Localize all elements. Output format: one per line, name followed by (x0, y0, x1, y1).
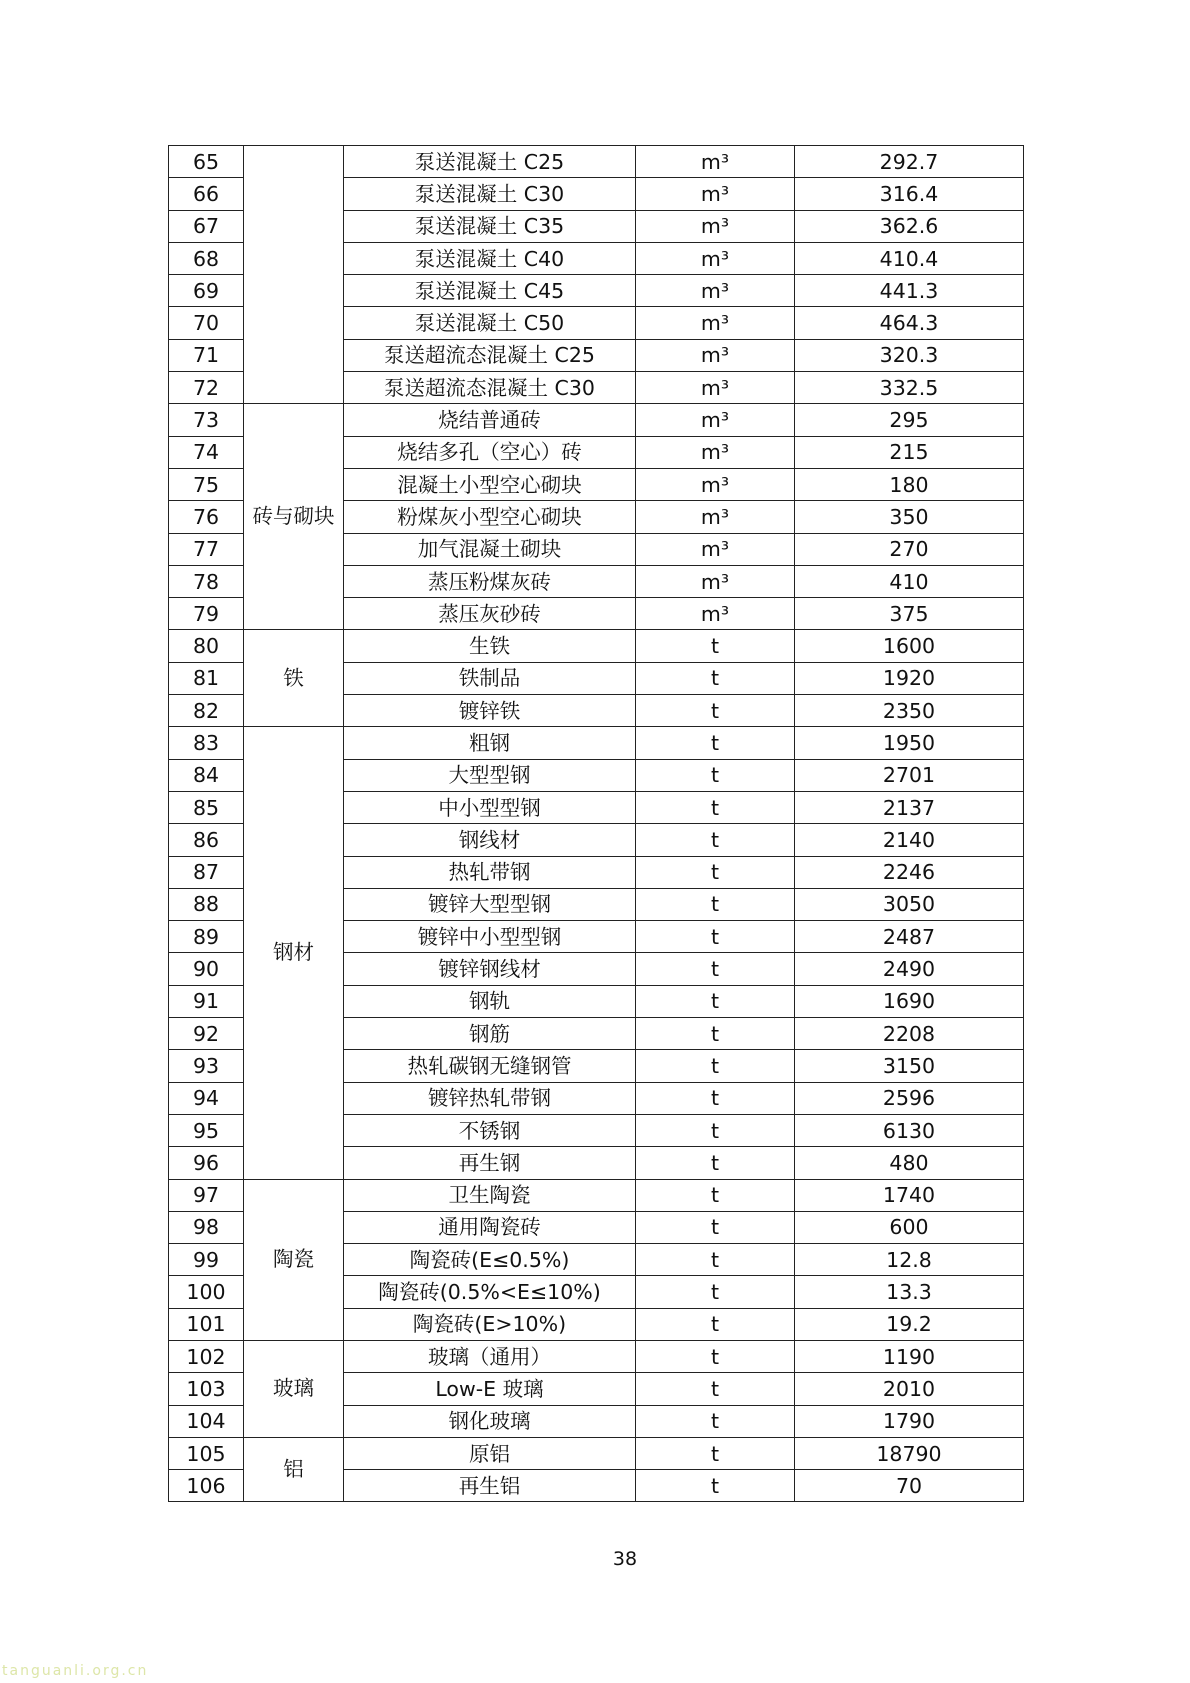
row-number: 70 (169, 307, 244, 339)
unit-cell: t (636, 759, 795, 791)
table-row (169, 404, 1024, 436)
material-name: 生铁 (344, 630, 636, 662)
factor-value: 362.6 (795, 210, 1024, 242)
row-number: 94 (169, 1082, 244, 1114)
row-number: 104 (169, 1405, 244, 1437)
row-number: 101 (169, 1308, 244, 1340)
material-name: 蒸压粉煤灰砖 (344, 565, 636, 597)
material-name: 玻璃（通用） (344, 1340, 636, 1372)
unit-cell: m³ (636, 436, 795, 468)
factor-value: 2208 (795, 1018, 1024, 1050)
factor-value: 270 (795, 533, 1024, 565)
material-name: 泵送混凝土 C40 (344, 242, 636, 274)
material-name: 粗钢 (344, 727, 636, 759)
factor-value: 1740 (795, 1179, 1024, 1211)
row-number: 100 (169, 1276, 244, 1308)
watermark-text: tanguanli.org.cn (2, 1663, 149, 1679)
factor-value: 2701 (795, 759, 1024, 791)
row-number: 85 (169, 791, 244, 823)
factor-value: 410.4 (795, 242, 1024, 274)
unit-cell: m³ (636, 372, 795, 404)
material-name: 泵送超流态混凝土 C25 (344, 339, 636, 371)
unit-cell: m³ (636, 307, 795, 339)
factor-value: 2490 (795, 953, 1024, 985)
material-name: 混凝土小型空心砌块 (344, 468, 636, 500)
factor-value: 295 (795, 404, 1024, 436)
material-name: 陶瓷砖(0.5%<E≤10%) (344, 1276, 636, 1308)
factor-value: 600 (795, 1211, 1024, 1243)
factor-value: 332.5 (795, 372, 1024, 404)
row-number: 88 (169, 888, 244, 920)
row-number: 97 (169, 1179, 244, 1211)
material-name: 大型型钢 (344, 759, 636, 791)
factor-value: 2246 (795, 856, 1024, 888)
material-name: 镀锌铁 (344, 695, 636, 727)
material-name: 泵送混凝土 C30 (344, 178, 636, 210)
unit-cell: t (636, 1276, 795, 1308)
material-name: 陶瓷砖(E>10%) (344, 1308, 636, 1340)
page-number: 38 (612, 1548, 638, 1570)
material-name: 泵送混凝土 C45 (344, 275, 636, 307)
factor-value: 350 (795, 501, 1024, 533)
material-name: 泵送混凝土 C50 (344, 307, 636, 339)
unit-cell: t (636, 791, 795, 823)
unit-cell: t (636, 662, 795, 694)
unit-cell: m³ (636, 533, 795, 565)
factor-value: 13.3 (795, 1276, 1024, 1308)
category-cell: 砖与砌块 (244, 404, 344, 630)
factor-value: 3050 (795, 888, 1024, 920)
row-number: 98 (169, 1211, 244, 1243)
unit-cell: m³ (636, 598, 795, 630)
material-name: 烧结普通砖 (344, 404, 636, 436)
table-row (169, 146, 1024, 178)
row-number: 93 (169, 1050, 244, 1082)
unit-cell: t (636, 985, 795, 1017)
row-number: 76 (169, 501, 244, 533)
factor-value: 2010 (795, 1373, 1024, 1405)
unit-cell: t (636, 953, 795, 985)
unit-cell: m³ (636, 178, 795, 210)
factor-value: 464.3 (795, 307, 1024, 339)
unit-cell: m³ (636, 339, 795, 371)
unit-cell: t (636, 921, 795, 953)
row-number: 96 (169, 1147, 244, 1179)
unit-cell: t (636, 1147, 795, 1179)
unit-cell: t (636, 1211, 795, 1243)
unit-cell: t (636, 1470, 795, 1502)
row-number: 75 (169, 468, 244, 500)
unit-cell: t (636, 1308, 795, 1340)
factor-value: 3150 (795, 1050, 1024, 1082)
unit-cell: m³ (636, 404, 795, 436)
row-number: 103 (169, 1373, 244, 1405)
unit-cell: t (636, 1050, 795, 1082)
row-number: 105 (169, 1437, 244, 1469)
category-cell: 钢材 (244, 727, 344, 1179)
row-number: 84 (169, 759, 244, 791)
row-number: 87 (169, 856, 244, 888)
unit-cell: t (636, 856, 795, 888)
unit-cell: t (636, 1018, 795, 1050)
material-name: 烧结多孔（空心）砖 (344, 436, 636, 468)
factor-value: 1690 (795, 985, 1024, 1017)
table-row (169, 1437, 1024, 1469)
row-number: 99 (169, 1244, 244, 1276)
factor-value: 1600 (795, 630, 1024, 662)
row-number: 89 (169, 921, 244, 953)
unit-cell: m³ (636, 242, 795, 274)
material-name: 钢线材 (344, 824, 636, 856)
factor-value: 1950 (795, 727, 1024, 759)
row-number: 82 (169, 695, 244, 727)
row-number: 77 (169, 533, 244, 565)
material-name: 再生铝 (344, 1470, 636, 1502)
row-number: 90 (169, 953, 244, 985)
factor-value: 19.2 (795, 1308, 1024, 1340)
category-cell: 铁 (244, 630, 344, 727)
material-name: 卫生陶瓷 (344, 1179, 636, 1211)
factor-value: 2487 (795, 921, 1024, 953)
material-name: 钢筋 (344, 1018, 636, 1050)
unit-cell: m³ (636, 501, 795, 533)
material-name: 通用陶瓷砖 (344, 1211, 636, 1243)
factor-value: 1190 (795, 1340, 1024, 1372)
factor-value: 2137 (795, 791, 1024, 823)
row-number: 66 (169, 178, 244, 210)
row-number: 92 (169, 1018, 244, 1050)
material-name: 不锈钢 (344, 1114, 636, 1146)
material-name: 加气混凝土砌块 (344, 533, 636, 565)
unit-cell: t (636, 1179, 795, 1211)
unit-cell: m³ (636, 468, 795, 500)
category-cell: 铝 (244, 1437, 344, 1502)
unit-cell: t (636, 1340, 795, 1372)
factor-value: 320.3 (795, 339, 1024, 371)
unit-cell: t (636, 1114, 795, 1146)
material-name: 泵送超流态混凝土 C30 (344, 372, 636, 404)
material-name: 陶瓷砖(E≤0.5%) (344, 1244, 636, 1276)
unit-cell: t (636, 1082, 795, 1114)
unit-cell: m³ (636, 565, 795, 597)
table-row (169, 727, 1024, 759)
row-number: 79 (169, 598, 244, 630)
material-name: 镀锌中小型型钢 (344, 921, 636, 953)
table-row (169, 1179, 1024, 1211)
unit-cell: t (636, 630, 795, 662)
unit-cell: t (636, 1405, 795, 1437)
row-number: 86 (169, 824, 244, 856)
material-name: 热轧碳钢无缝钢管 (344, 1050, 636, 1082)
row-number: 80 (169, 630, 244, 662)
factor-value: 18790 (795, 1437, 1024, 1469)
row-number: 95 (169, 1114, 244, 1146)
row-number: 74 (169, 436, 244, 468)
row-number: 73 (169, 404, 244, 436)
factor-value: 292.7 (795, 146, 1024, 178)
row-number: 91 (169, 985, 244, 1017)
material-name: 原铝 (344, 1437, 636, 1469)
emission-factor-table (168, 145, 1024, 1502)
factor-value: 6130 (795, 1114, 1024, 1146)
unit-cell: t (636, 1437, 795, 1469)
factor-value: 480 (795, 1147, 1024, 1179)
row-number: 83 (169, 727, 244, 759)
category-cell: 玻璃 (244, 1340, 344, 1437)
unit-cell: t (636, 695, 795, 727)
material-name: 泵送混凝土 C35 (344, 210, 636, 242)
unit-cell: t (636, 888, 795, 920)
row-number: 68 (169, 242, 244, 274)
table-body (169, 146, 1024, 1502)
material-name: 镀锌钢线材 (344, 953, 636, 985)
factor-value: 316.4 (795, 178, 1024, 210)
unit-cell: m³ (636, 275, 795, 307)
row-number: 67 (169, 210, 244, 242)
row-number: 81 (169, 662, 244, 694)
row-number: 69 (169, 275, 244, 307)
material-name: Low-E 玻璃 (344, 1373, 636, 1405)
factor-value: 375 (795, 598, 1024, 630)
factor-value: 180 (795, 468, 1024, 500)
unit-cell: m³ (636, 146, 795, 178)
material-name: 粉煤灰小型空心砌块 (344, 501, 636, 533)
material-name: 再生钢 (344, 1147, 636, 1179)
row-number: 102 (169, 1340, 244, 1372)
unit-cell: t (636, 1244, 795, 1276)
material-name: 泵送混凝土 C25 (344, 146, 636, 178)
factor-value: 215 (795, 436, 1024, 468)
material-name: 钢轨 (344, 985, 636, 1017)
row-number: 72 (169, 372, 244, 404)
material-name: 中小型型钢 (344, 791, 636, 823)
row-number: 71 (169, 339, 244, 371)
unit-cell: t (636, 1373, 795, 1405)
material-name: 铁制品 (344, 662, 636, 694)
material-name: 镀锌热轧带钢 (344, 1082, 636, 1114)
category-cell (244, 146, 344, 404)
factor-value: 2596 (795, 1082, 1024, 1114)
table-row (169, 630, 1024, 662)
table-row (169, 1340, 1024, 1372)
material-name: 钢化玻璃 (344, 1405, 636, 1437)
material-name: 热轧带钢 (344, 856, 636, 888)
material-name: 蒸压灰砂砖 (344, 598, 636, 630)
factor-value: 441.3 (795, 275, 1024, 307)
row-number: 65 (169, 146, 244, 178)
factor-value: 410 (795, 565, 1024, 597)
factor-value: 2350 (795, 695, 1024, 727)
row-number: 106 (169, 1470, 244, 1502)
unit-cell: t (636, 727, 795, 759)
factor-value: 1790 (795, 1405, 1024, 1437)
factor-value: 2140 (795, 824, 1024, 856)
unit-cell: m³ (636, 210, 795, 242)
row-number: 78 (169, 565, 244, 597)
factor-value: 1920 (795, 662, 1024, 694)
factor-value: 12.8 (795, 1244, 1024, 1276)
factor-value: 70 (795, 1470, 1024, 1502)
material-name: 镀锌大型型钢 (344, 888, 636, 920)
unit-cell: t (636, 824, 795, 856)
category-cell: 陶瓷 (244, 1179, 344, 1340)
